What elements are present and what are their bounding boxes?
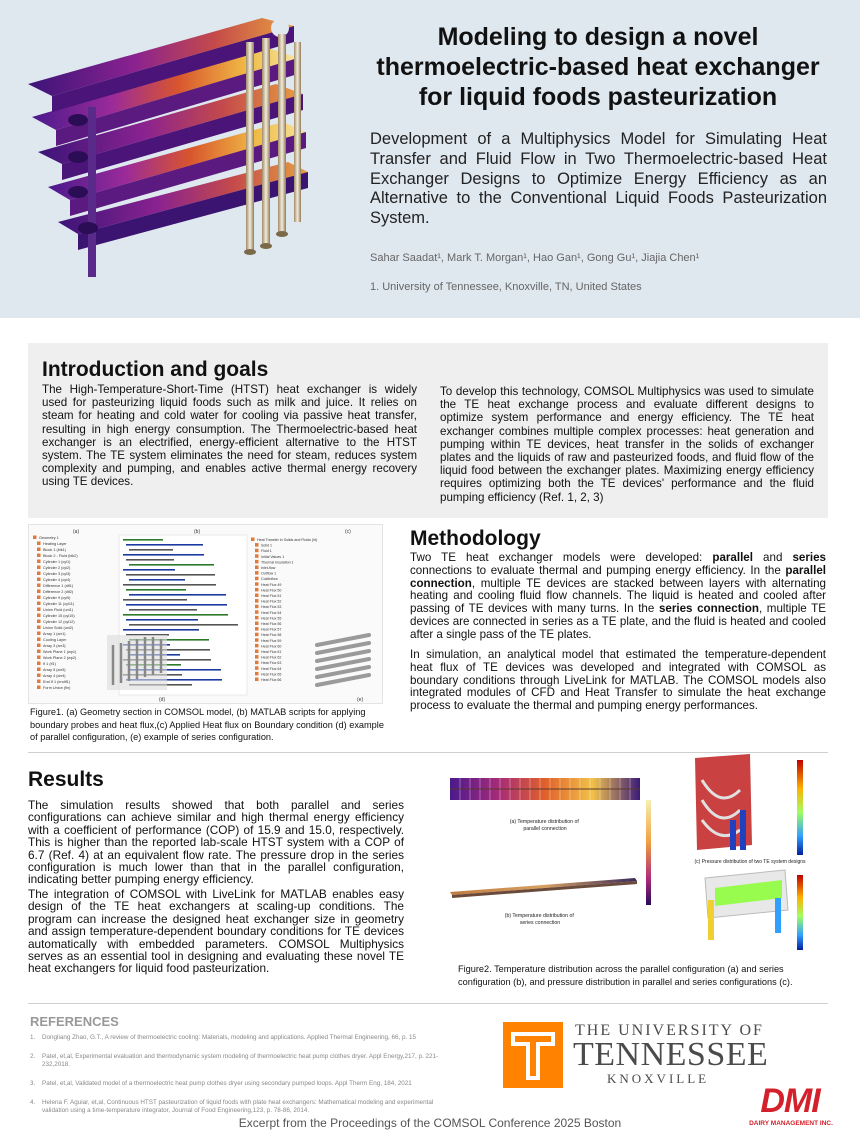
fig2-label-a: (a) Temperature distribution of parallel connection bbox=[509, 819, 579, 832]
fig1-label-e: (e) bbox=[357, 697, 364, 703]
tree-node-icon bbox=[255, 678, 259, 682]
tree-node-label: Heat Flux 49 bbox=[261, 582, 282, 587]
tree-node-icon bbox=[37, 566, 41, 570]
tree-node-label: Cylinder 2 (cyl2) bbox=[43, 566, 71, 570]
fig1-label-c: (c) bbox=[345, 529, 351, 535]
tree-node-label: Fluid 1 bbox=[261, 549, 272, 554]
tree-node-label: If 1 (if1) bbox=[43, 662, 56, 666]
tree-node-icon bbox=[251, 538, 255, 542]
tree-node-label: Heat Flux 58 bbox=[261, 633, 282, 638]
tree-node-icon bbox=[255, 661, 259, 665]
tree-node-icon bbox=[37, 596, 41, 600]
code-line bbox=[126, 589, 186, 591]
tree-node-icon bbox=[255, 543, 259, 547]
parallel-config-sketch bbox=[107, 635, 167, 690]
references-heading: REFERENCES bbox=[30, 1014, 119, 1029]
tree-node-icon bbox=[37, 542, 41, 546]
tree-node-label: ColdInflow bbox=[261, 577, 278, 582]
fig2-label-c: (c) Pressure distribution of two TE system designs bbox=[694, 859, 806, 865]
code-line bbox=[123, 569, 175, 571]
results-heading: Results bbox=[28, 768, 104, 791]
ut-line-1: THE UNIVERSITY OF bbox=[575, 1022, 764, 1039]
methodology-heading: Methodology bbox=[410, 527, 541, 550]
code-line bbox=[126, 559, 174, 561]
ut-line-3: KNOXVILLE bbox=[607, 1071, 710, 1086]
reference-item bbox=[30, 1034, 450, 1042]
tree-node-icon bbox=[37, 632, 41, 636]
ut-t-badge bbox=[503, 1022, 563, 1088]
intro-heading: Introduction and goals bbox=[42, 358, 269, 381]
tree-node-icon bbox=[255, 582, 259, 586]
tree-node-label: Initial Values 1 bbox=[261, 554, 285, 559]
author-list: Sahar Saadat¹, Mark T. Morgan¹, Hao Gan¹, Gong Gu¹, Jiajia Chen¹ bbox=[370, 252, 700, 264]
tree-node-icon bbox=[255, 605, 259, 609]
tree-node-label: Heat Flux 64 bbox=[261, 666, 282, 671]
tree-node-icon bbox=[255, 650, 259, 654]
poster-title: Modeling to design a novel thermoelectric-based heat exchanger for liquid foods pasteurization bbox=[376, 23, 820, 111]
ut-t-glyph bbox=[503, 1022, 563, 1088]
reference-text: Dongliang Zhao, G.T., A review of thermoelectric cooling: Materials, modeling and applications. Applied Thermal Engineering, 66, p. 15 bbox=[42, 1034, 417, 1041]
tree-node-icon bbox=[37, 578, 41, 582]
tree-node-icon bbox=[255, 599, 259, 603]
tree-node-label: Heat Flux 60 bbox=[261, 644, 282, 649]
tree-node-icon bbox=[255, 554, 259, 558]
series-config-sketch bbox=[317, 635, 369, 685]
tree-node-label: Heat Flux 53 bbox=[261, 605, 282, 610]
tree-node-label: Heat Flux 51 bbox=[261, 594, 282, 598]
code-line bbox=[126, 619, 198, 621]
tree-node-icon bbox=[37, 608, 41, 612]
tree-node-label: Array 5 (arr5) bbox=[43, 668, 66, 672]
tree-node-icon bbox=[255, 644, 259, 648]
tree-node-label: Geometry 1 bbox=[39, 536, 59, 540]
tree-node-label: Array 3 (arr3) bbox=[43, 644, 66, 648]
footer-note: Excerpt from the Proceedings of the COMSOL Conference 2025 Boston bbox=[238, 1116, 622, 1130]
reference-text: Patel, et,al, Validated model of a thermoelectric heat pump clothes dryer using secondary pumped loops. Appl Therm Eng, 184, 2021 bbox=[42, 1080, 412, 1087]
tree-node-icon bbox=[255, 655, 259, 659]
code-line bbox=[123, 629, 199, 631]
intro-right-text: To develop this technology, COMSOL Multiphysics was used to simulate the TE heat exchange process and evaluate different designs to optimize system performance and energy efficiency. The TE heat exchanger combines multiple complex processes: heat generation and pumping within TE devices, heat transfer in the solids of exchanger plates and the liquids of raw and pasteurized foods, and fluid flow of the liquid food between the exchanger plates. Maximizing energy efficiency requires optimizing both the TE devices' performance and the fluid pumping efficiency (Ref. 1, 2, 3) bbox=[440, 385, 814, 504]
tree-node-icon bbox=[37, 686, 41, 690]
tree-node-icon bbox=[255, 566, 259, 570]
tree-node-icon bbox=[255, 577, 259, 581]
temperature-series-plot bbox=[450, 878, 637, 898]
tree-node-icon bbox=[255, 616, 259, 620]
tree-node-icon bbox=[37, 626, 41, 630]
tree-node-icon bbox=[37, 662, 41, 666]
tree-node-icon bbox=[37, 650, 41, 654]
tree-node-label: Array 1 (arr1) bbox=[43, 632, 66, 636]
reference-item bbox=[30, 1053, 450, 1069]
tree-node-label: Cylinder 3 (cyl3) bbox=[43, 572, 71, 576]
tree-node-label: Form Union (fin) bbox=[43, 686, 71, 690]
ut-line-2: TENNESSEE bbox=[573, 1036, 769, 1073]
tree-node-icon bbox=[37, 668, 41, 672]
tree-node-label: Heat Flux 61 bbox=[261, 650, 282, 654]
methodology-paragraph-2: In simulation, an analytical model that estimated the temperature-dependent heat flux of TE devices was developed and integrated with COMSOL as boundary conditions through LiveLink for MATLAB. The COMSOL models also integrated modules of CFD and Heat Transfer to simulate the heat exchange process to evaluate the thermal and pumping energy performances. bbox=[410, 648, 826, 713]
code-line bbox=[123, 539, 163, 541]
tree-node-label: Heat Flux 52 bbox=[261, 599, 282, 604]
fig2-label-b: (b) Temperature distribution of series connection bbox=[504, 913, 574, 926]
tree-node-icon bbox=[37, 674, 41, 678]
temperature-parallel-plot bbox=[450, 778, 640, 800]
tree-node-label: Union Solid (uni2) bbox=[43, 626, 74, 630]
references-list bbox=[30, 1034, 450, 1126]
tree-node-icon bbox=[255, 633, 259, 637]
methodology-paragraph-1: Two TE heat exchanger models were developed: parallel and series connections to evaluate thermal and pumping energy efficiency. In the parallel connection, multiple TE devices are stacked between layers with alternating heating and cooling fluid flow channels. The liquid is heated and cooled after passing of TE devices with many turns. In the series connection, multiple TE devices are connected in series as a TE plate, and the fluid is heated and cooled after a single pass of the TE plates. bbox=[410, 551, 826, 641]
tree-node-icon bbox=[37, 614, 41, 618]
tree-node-icon bbox=[37, 644, 41, 648]
tree-node-icon bbox=[255, 610, 259, 614]
tree-node-label: Thermal Insulation 1 bbox=[261, 560, 294, 565]
tree-node-label: Difference 2 (dif2) bbox=[43, 590, 74, 594]
tree-node-icon bbox=[255, 571, 259, 575]
tree-node-icon bbox=[255, 594, 259, 598]
tree-node-label: Cylinder 11 (cyl11) bbox=[43, 602, 75, 606]
code-line bbox=[126, 574, 215, 576]
pressure-series-plot bbox=[705, 870, 803, 950]
tree-node-label: Heat Flux 66 bbox=[261, 678, 282, 682]
dmi-subtitle: DAIRY MANAGEMENT INC. bbox=[749, 1120, 833, 1127]
tree-node-label: Heat Flux 59 bbox=[261, 638, 282, 643]
tree-node-label: Cylinder 4 (cyl4) bbox=[43, 578, 71, 582]
tree-node-icon bbox=[255, 560, 259, 564]
code-line bbox=[126, 544, 203, 546]
tree-node-icon bbox=[37, 560, 41, 564]
heat-exchanger-render bbox=[18, 12, 348, 302]
tree-node-label: Heat Flux 50 bbox=[261, 588, 282, 593]
tree-node-icon bbox=[37, 638, 41, 642]
code-line bbox=[123, 599, 187, 601]
reference-item bbox=[30, 1099, 450, 1115]
tree-node-icon bbox=[37, 572, 41, 576]
tree-node-label: Work Plane 2 (wp2) bbox=[43, 656, 77, 660]
pressure-colorbar-b bbox=[797, 875, 803, 950]
tree-node-label: Heat Flux 63 bbox=[261, 661, 282, 666]
fig1-label-b: (b) bbox=[194, 529, 201, 535]
tree-node-label: Union Fluid (uni1) bbox=[43, 608, 73, 612]
tree-node-label: Block 2 - Fluid (blk2) bbox=[43, 554, 78, 558]
reference-text: Patel, et,al, Experimental evaluation and thermodynamic system modeling of thermoelectric heat pump clothes dryer. Appl Energy,217, p. 221-232,2018. bbox=[42, 1053, 439, 1068]
code-line bbox=[129, 549, 173, 551]
code-line bbox=[129, 579, 185, 581]
tree-node-label: Heat Flux 65 bbox=[261, 672, 282, 677]
tree-node-label: Heat Flux 57 bbox=[261, 627, 282, 632]
intro-left-text: The High-Temperature-Short-Time (HTST) heat exchanger is widely used for pasteurizing liquid foods such as milk and juice. It relies on steam for heating and cold water for cooling via passive heat transfer, resulting in high energy consumption. The Thermoelectric-based heat exchanger is an electrified, energy-efficient alternative to the HTST system. The TE system eliminates the need for steam, reduces system complexity and pumping, and enables active thermal energy recovery using TE devices. bbox=[42, 383, 417, 489]
tree-node-label: Heat Flux 62 bbox=[261, 655, 282, 660]
tree-node-icon bbox=[255, 627, 259, 631]
tree-node-label: Difference 1 (dif1) bbox=[43, 584, 74, 588]
tree-node-icon bbox=[37, 656, 41, 660]
reference-number: 3. bbox=[30, 1080, 36, 1087]
results-paragraph-1: The simulation results showed that both parallel and series configurations can achieve similar and high thermal energy efficiency with a coefficient of performance (COP) of 15.9 and 15.0, respectively. This is higher than the reported lab-scale HTST system with a COP of 6.7 (Ref. 4) at an equivalent flow rate. The pressure drop in the series configuration is much lower than that in the parallel configuration, indicating better pumping energy efficiency. bbox=[28, 798, 404, 887]
tree-node-icon bbox=[33, 536, 37, 540]
tree-node-label: Cooling Layer bbox=[43, 638, 67, 642]
tree-node-icon bbox=[255, 588, 259, 592]
results-paragraph-2: The integration of COMSOL with LiveLink for MATLAB enables easy design of the TE heat exchangers at scaling-up conditions. The program can increase the designed heat exchanger size in geometry and assign temperature-dependent boundary conditions for TE devices automatically with embedded parameters. COMSOL Multiphysics serves as an essential tool in designing and evaluating these novel TE heat exchangers for liquid food pasteurization. bbox=[28, 887, 404, 976]
reference-number: 1. bbox=[30, 1034, 36, 1041]
reference-text: Helena F. Aguiar, et,al, Continuous HTST pasteurization of liquid foods with plate heat exchangers: Mathematical modeling and experimental validation using a time-temperature integrator, Journal of Food Engineering,123, p. 78-86, 2014. bbox=[42, 1099, 434, 1114]
code-line bbox=[123, 614, 228, 616]
tree-node-label: Cylinder 12 (cyl12) bbox=[43, 620, 75, 624]
affiliation: 1. University of Tennessee, Knoxville, TN, United States bbox=[370, 281, 642, 293]
tree-node-label: Heat Flux 55 bbox=[261, 616, 282, 621]
code-line bbox=[123, 554, 204, 556]
fig1-label-a: (a) bbox=[73, 529, 80, 535]
tree-node-icon bbox=[37, 554, 41, 558]
tree-node-label: Work Plane 1 (wp1) bbox=[43, 650, 77, 654]
code-line bbox=[129, 564, 214, 566]
code-line bbox=[129, 594, 226, 596]
tree-node-icon bbox=[255, 549, 259, 553]
code-line bbox=[129, 609, 197, 611]
tree-node-label: Heating Layer bbox=[43, 542, 67, 546]
tree-node-label: Array 4 (arr4) bbox=[43, 674, 66, 678]
figure-2 bbox=[440, 750, 835, 960]
fig1-label-d: (d) bbox=[159, 697, 166, 703]
tree-node-icon bbox=[37, 590, 41, 594]
tree-node-icon bbox=[37, 680, 41, 684]
poster-subtitle: Development of a Multiphysics Model for Simulating Heat Transfer and Fluid Flow in Two Thermoelectric-based Heat Exchanger Designs to Optimize Energy Efficiency as an Alternative to the Conventional Liquid Foods Pasteurization System. bbox=[370, 130, 827, 228]
tree-node-label: Cylinder 15 (cyl15) bbox=[43, 614, 75, 618]
figure-1-caption: Figure1. (a) Geometry section in COMSOL model, (b) MATLAB scripts for applying boundary probes and heat flux,(c) Applied Heat flux on Boundary condition (d) example of parallel configuration, (e) example of series configuration. bbox=[30, 707, 384, 742]
heat-flux-tree bbox=[251, 538, 317, 683]
tree-node-label: Cylinder 9 (cyl9) bbox=[43, 596, 71, 600]
figure-2-caption: Figure2. Temperature distribution across the parallel configuration (a) and series configuration (b), and pressure distribution in parallel and series configurations (c). bbox=[458, 964, 793, 987]
tree-node-icon bbox=[255, 638, 259, 642]
code-line bbox=[129, 624, 238, 626]
tree-node-icon bbox=[255, 622, 259, 626]
tree-node-label: Outflow 1 bbox=[261, 571, 277, 576]
tree-node-icon bbox=[37, 620, 41, 624]
tree-node-icon bbox=[255, 672, 259, 676]
tree-node-label: Heat Flux 56 bbox=[261, 622, 282, 626]
pressure-parallel-plot bbox=[695, 754, 803, 855]
ut-knoxville-logo bbox=[503, 1022, 793, 1088]
figure-1-graphic bbox=[29, 525, 383, 704]
dmi-wordmark: DMI bbox=[760, 1082, 820, 1120]
tree-node-label: Heat Transfer in Solids and Fluids (ht) bbox=[257, 538, 318, 542]
reference-number: 4. bbox=[30, 1099, 36, 1106]
tree-node-label: Solid 1 bbox=[261, 543, 272, 548]
reference-number: 2. bbox=[30, 1053, 36, 1060]
tree-node-icon bbox=[37, 548, 41, 552]
section-divider bbox=[28, 1003, 828, 1004]
tree-node-label: Block 1 (blk1) bbox=[43, 548, 67, 552]
tree-node-label: End If 1 (endif1) bbox=[43, 680, 71, 684]
geometry-tree bbox=[33, 536, 78, 691]
tree-node-label: Inlet-flow bbox=[261, 566, 276, 570]
tree-node-label: Cylinder 1 (cyl1) bbox=[43, 560, 71, 564]
figure-1 bbox=[28, 524, 383, 704]
tree-node-label: Heat Flux 54 bbox=[261, 610, 282, 615]
temperature-colorbar bbox=[646, 800, 651, 905]
tree-node-icon bbox=[255, 666, 259, 670]
code-line bbox=[126, 604, 227, 606]
code-line bbox=[123, 584, 216, 586]
tree-node-icon bbox=[37, 584, 41, 588]
reference-item bbox=[30, 1080, 450, 1088]
tree-node-icon bbox=[37, 602, 41, 606]
pressure-colorbar-a bbox=[797, 760, 803, 855]
